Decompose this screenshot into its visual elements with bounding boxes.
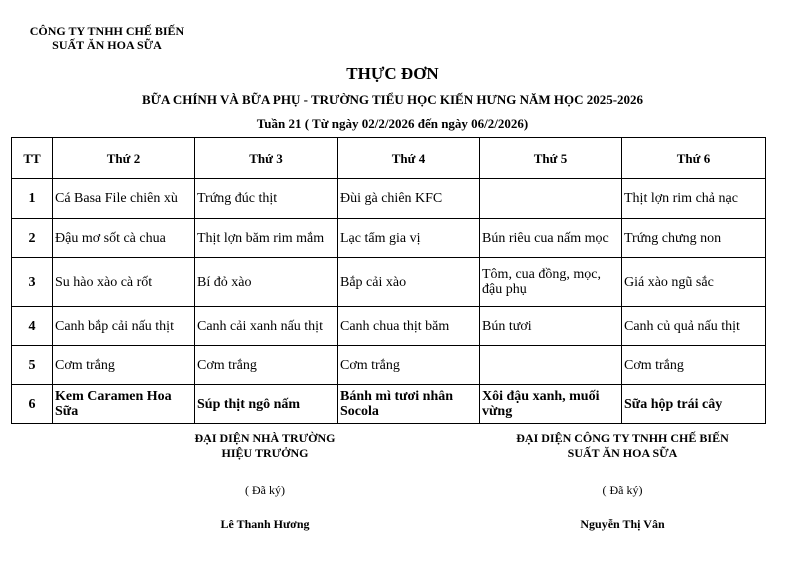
table-cell: Trứng đúc thịt <box>195 179 338 219</box>
signature-company <box>500 431 745 461</box>
table-cell <box>480 179 622 219</box>
signature-company-signed: ( Đã ký) <box>602 483 643 497</box>
table-row <box>12 307 766 346</box>
table-cell: Giá xào ngũ sắc <box>622 258 766 307</box>
table-row <box>12 346 766 385</box>
table-cell: Canh chua thịt băm <box>338 307 480 346</box>
menu-table <box>11 137 766 424</box>
row-number: 6 <box>12 385 53 424</box>
table-cell: Cơm trắng <box>338 346 480 385</box>
row-number: 3 <box>12 258 53 307</box>
table-cell: Thịt lợn rim chả nạc <box>622 179 766 219</box>
table-cell: Cơm trắng <box>53 346 195 385</box>
table-header-row <box>12 138 766 179</box>
signature-school-line-2: HIỆU TRƯỞNG <box>221 446 309 460</box>
header-tt: TT <box>12 138 53 179</box>
company-line-1: CÔNG TY TNHH CHẾ BIẾN <box>29 24 185 38</box>
table-cell: Lạc tẩm gia vị <box>338 219 480 258</box>
signature-school-line-1: ĐẠI DIỆN NHÀ TRƯỜNG <box>194 431 336 445</box>
table-cell: Thịt lợn băm rim mắm <box>195 219 338 258</box>
signature-school-signed: ( Đã ký) <box>245 483 285 497</box>
table-cell: Su hào xào cà rốt <box>53 258 195 307</box>
table-cell <box>480 346 622 385</box>
table-cell: Canh củ quả nấu thịt <box>622 307 766 346</box>
signature-school <box>150 431 380 461</box>
table-cell: Cơm trắng <box>195 346 338 385</box>
table-row <box>12 179 766 219</box>
table-cell: Bánh mì tươi nhân Socola <box>338 385 480 424</box>
table-cell: Trứng chưng non <box>622 219 766 258</box>
table-cell: Bắp cải xào <box>338 258 480 307</box>
row-number: 5 <box>12 346 53 385</box>
row-number: 2 <box>12 219 53 258</box>
signature-school-name: Lê Thanh Hương <box>220 517 310 531</box>
header-friday: Thứ 6 <box>622 138 766 179</box>
header-wednesday: Thứ 4 <box>338 138 480 179</box>
company-line-2: SUẤT ĂN HOA SỮA <box>52 38 162 52</box>
header-tuesday: Thứ 3 <box>195 138 338 179</box>
signature-company-name: Nguyễn Thị Vân <box>580 517 665 531</box>
table-cell: Kem Caramen Hoa Sữa <box>53 385 195 424</box>
signature-company-line-1: ĐẠI DIỆN CÔNG TY TNHH CHẾ BIẾN <box>516 431 729 445</box>
week-range: Tuần 21 ( Từ ngày 02/2/2026 đến ngày 06/2/2026) <box>256 116 529 131</box>
table-cell: Canh bắp cải nấu thịt <box>53 307 195 346</box>
table-row <box>12 219 766 258</box>
table-cell: Canh cải xanh nấu thịt <box>195 307 338 346</box>
page-title: THỰC ĐƠN <box>346 64 439 83</box>
table-cell: Đậu mơ sốt cà chua <box>53 219 195 258</box>
row-number: 4 <box>12 307 53 346</box>
table-cell: Cơm trắng <box>622 346 766 385</box>
table-cell: Bí đỏ xào <box>195 258 338 307</box>
table-cell: Xôi đậu xanh, muối vừng <box>480 385 622 424</box>
table-cell: Bún riêu cua nấm mọc <box>480 219 622 258</box>
table-cell: Sữa hộp trái cây <box>622 385 766 424</box>
company-name <box>22 24 192 52</box>
table-cell: Súp thịt ngô nấm <box>195 385 338 424</box>
page-subtitle: BỮA CHÍNH VÀ BỮA PHỤ - TRƯỜNG TIỂU HỌC KIẾN HƯNG NĂM HỌC 2025-2026 <box>141 92 644 107</box>
table-cell: Cá Basa File chiên xù <box>53 179 195 219</box>
header-thursday: Thứ 5 <box>480 138 622 179</box>
signature-company-line-2: SUẤT ĂN HOA SỮA <box>567 446 678 460</box>
table-cell: Đùi gà chiên KFC <box>338 179 480 219</box>
header-monday: Thứ 2 <box>53 138 195 179</box>
table-row <box>12 258 766 307</box>
table-cell: Bún tươi <box>480 307 622 346</box>
table-row <box>12 385 766 424</box>
table-cell: Tôm, cua đồng, mọc, đậu phụ <box>480 258 622 307</box>
row-number: 1 <box>12 179 53 219</box>
